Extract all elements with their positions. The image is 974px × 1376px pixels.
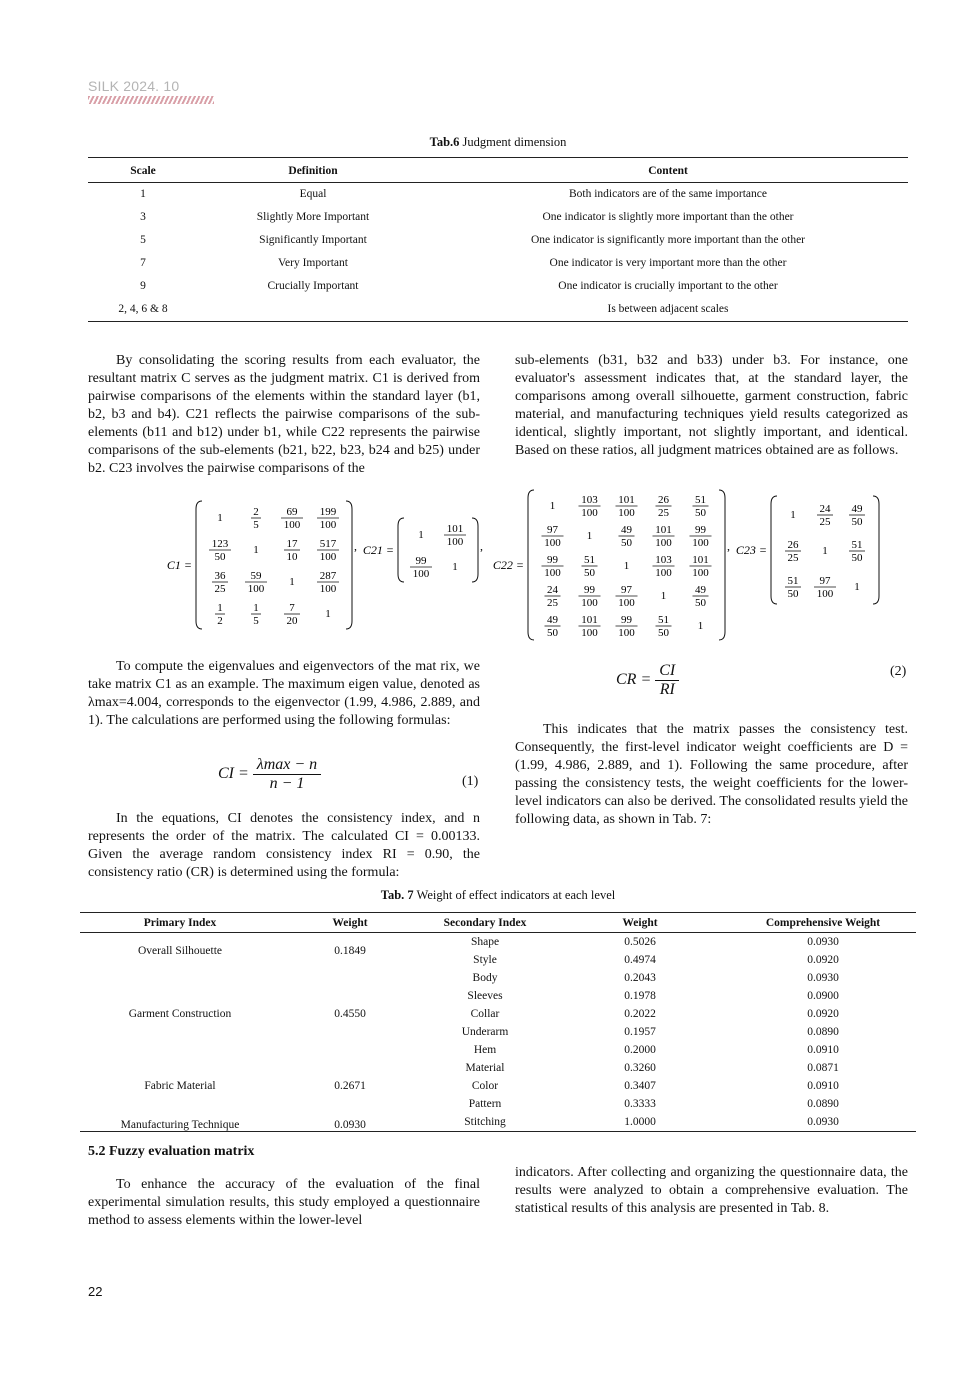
table-cell: 0.3407 [624, 1080, 656, 1092]
table-cell: 0.0920 [807, 1008, 839, 1020]
matrix-separator: , [727, 539, 730, 553]
table-cell: 9 [140, 280, 146, 292]
matrix-entry [658, 614, 670, 639]
paragraph-text: By consolidating the scoring results from each evaluator, the resultant matrix C serves as the judgment matrix. C1 is derived from pairwise comparisons of the elements within the standard layer (b1, b2, b3 and b4). C21 reflects the pairwise comparisons of the sub-elements (b11 and b12) under b1, while C22 represents the pairwise comparisons of the sub-elements (b21, b22, b23, b24 and b25) under b2. C23 involves the pairwise comparisons of the [88, 353, 480, 476]
matrix-entry [581, 494, 598, 519]
matrix-right-bracket [719, 490, 725, 640]
matrix-entry: 1 [418, 529, 424, 541]
formula-denominator: RI [659, 681, 675, 698]
table-row [80, 969, 916, 987]
table-cell: Material [465, 1062, 505, 1074]
table-cell: 1.0000 [550, 1113, 730, 1132]
matrix-numerator: 51 [658, 614, 669, 626]
matrix-right-bracket [346, 501, 352, 629]
paragraph-text: To enhance the accuracy of the evaluation of the final experimental simulation results, this study employed a questionnaire method to assess elements within the lower-level [88, 1177, 480, 1228]
table-cell: Underarm [461, 1026, 509, 1038]
matrix-separator: , [354, 539, 357, 553]
table-cell: 0.0930 [730, 1113, 916, 1132]
matrix-denominator: 100 [319, 583, 337, 595]
formula-numerator: λmax − n [253, 756, 321, 775]
matrix-numerator: 26 [787, 539, 799, 551]
table-cell: Stitching [420, 1113, 550, 1132]
table-row [88, 298, 908, 322]
matrix-entry [287, 602, 299, 627]
matrix-denominator: 25 [819, 516, 831, 528]
primary-weight-cell: 0.0930 [280, 1113, 420, 1132]
weight-table [80, 912, 916, 1132]
table-cell: 0.0910 [807, 1080, 839, 1092]
matrix-numerator: 49 [621, 524, 632, 536]
matrix-entry [253, 602, 259, 627]
matrix-numerator: 51 [851, 539, 863, 551]
matrix-entry: 1 [790, 509, 796, 521]
primary-index-cell: Garment Construction [128, 1008, 232, 1020]
matrix-entry [817, 575, 834, 600]
table-cell: 3 [140, 211, 146, 223]
matrix-numerator: 97 [547, 524, 558, 536]
judgment-matrices [88, 488, 908, 643]
matrix-numerator: 7 [289, 602, 295, 614]
paragraph-text: sub-elements (b31, b32 and b33) under b3. For instance, one evaluator's assessment indicates that, at the standard layer, the comparisons among overall silhouette, garment construction, fabric material, and manufacturing techniques yield results categorized as identical, slightly important, not slightly important, and identical. Based on these ratios, all judgment matrices obtained are as follows. [515, 353, 908, 458]
col-header: Definition [198, 158, 428, 183]
col-header: Scale [88, 158, 198, 183]
matrix-denominator: 100 [283, 519, 301, 531]
matrix-entry: 1 [452, 561, 458, 573]
table-cell: One indicator is crucially important to the other [558, 280, 778, 292]
ci-fraction [253, 756, 321, 793]
matrix-numerator: 99 [547, 554, 558, 566]
table-cell: 7 [140, 257, 146, 269]
matrix-numerator: 123 [211, 538, 229, 550]
primary-weight-cell: 0.1849 [334, 945, 366, 957]
matrix-numerator: 97 [819, 575, 831, 587]
matrix-denominator: 50 [547, 627, 558, 639]
matrix-entry [618, 494, 635, 519]
table-row [80, 1059, 916, 1077]
matrix-denominator: 100 [319, 519, 337, 531]
table-cell: 0.0910 [807, 1044, 839, 1056]
matrix-entry: 1 [854, 581, 860, 593]
matrix-entry [320, 570, 337, 595]
table-cell: Both indicators are of the same importance [569, 188, 767, 200]
table-cell: 0.3260 [624, 1062, 656, 1074]
cr-fraction [655, 662, 679, 699]
tab7-caption [80, 888, 916, 903]
paragraph-eigen [88, 658, 480, 730]
table-cell: 0.0930 [807, 972, 839, 984]
paragraph-intro-left [88, 352, 480, 478]
matrix-entry [581, 584, 598, 609]
col-header: Secondary Index [420, 913, 550, 933]
matrix-entry [212, 538, 229, 563]
journal-name: SILK 2024. 10 [88, 78, 180, 94]
table-cell: 0.0900 [807, 990, 839, 1002]
matrix-denominator: 100 [618, 597, 635, 609]
matrix-denominator: 5 [253, 615, 259, 627]
paragraph-text: In the equations, CI denotes the consistency index, and n represents the order of the matrix. The calculated CI = 0.00133. Given the average random consistency index RI = 0.90, the consistency ratio (CR) is determined using the formula: [88, 811, 480, 880]
matrix-entry [618, 614, 635, 639]
matrix-numerator: 49 [851, 503, 863, 515]
matrix-numerator: 103 [655, 554, 672, 566]
matrix-entry [621, 524, 633, 549]
table-cell: 0.4974 [624, 954, 656, 966]
formula-lhs: CR = [616, 671, 652, 689]
matrix-entry: 1 [253, 544, 259, 556]
matrix-denominator: 100 [618, 507, 635, 519]
matrix-entry [820, 503, 832, 528]
table-cell: Very Important [278, 257, 348, 269]
matrix-entry [413, 555, 430, 580]
matrix-denominator: 100 [581, 597, 598, 609]
paragraph-fuzzy-right [515, 1164, 908, 1218]
table-row [80, 933, 916, 952]
table-cell: 0.5026 [624, 936, 656, 948]
matrix-entry [852, 503, 864, 528]
matrix-left-bracket [771, 496, 777, 604]
matrix-entry [287, 538, 299, 563]
matrix-entry [788, 539, 800, 564]
matrix-entry [618, 584, 635, 609]
matrix-numerator: 101 [655, 524, 672, 536]
matrix-denominator: 50 [584, 567, 595, 579]
judgment-dimension-table [88, 157, 908, 322]
matrix-numerator: 69 [286, 506, 298, 518]
table-row [80, 1113, 916, 1132]
matrix-label: C22 = [492, 558, 524, 572]
matrix-numerator: 24 [819, 503, 831, 515]
matrix-entry [547, 584, 559, 609]
matrix-numerator: 99 [695, 524, 706, 536]
matrix-denominator: 100 [692, 537, 709, 549]
matrix-numerator: 1 [217, 602, 223, 614]
matrix-numerator: 99 [621, 614, 632, 626]
matrix-numerator: 51 [787, 575, 799, 587]
col-header: Weight [550, 913, 730, 933]
matrix-numerator: 101 [618, 494, 635, 506]
paragraph-intro-right [515, 352, 908, 460]
table-cell: 0.2000 [624, 1044, 656, 1056]
running-header [88, 78, 214, 104]
matrix-entry: 1 [549, 500, 556, 512]
matrix-numerator: 97 [621, 584, 632, 596]
matrix-denominator: 50 [851, 516, 863, 528]
matrix-denominator: 100 [581, 507, 598, 519]
paragraph-consistency [515, 721, 908, 829]
matrix-denominator: 100 [655, 537, 672, 549]
col-header: Content [428, 158, 908, 183]
matrix-entry [852, 539, 864, 564]
table-cell: 0.1957 [624, 1026, 656, 1038]
table-cell: 1 [140, 188, 146, 200]
table-row [88, 206, 908, 229]
matrix-entry: 1 [586, 530, 593, 542]
matrix-entry [584, 554, 596, 579]
matrix-denominator: 50 [621, 537, 632, 549]
table-row [88, 229, 908, 252]
table-cell [198, 298, 428, 322]
paragraph-text: indicators. After collecting and organizing the questionnaire data, the results were analyzed to obtain a comprehensive evaluation. The statistical results of this analysis are presented in Tab. 8. [515, 1165, 908, 1216]
table-cell: One indicator is slightly more important than the other [542, 211, 794, 223]
matrix-entry: 1 [623, 560, 630, 572]
matrix-denominator: 50 [787, 588, 799, 600]
matrix-entry [248, 570, 265, 595]
matrix-entry [581, 614, 598, 639]
table-cell: Color [471, 1080, 499, 1092]
matrix-denominator: 50 [851, 552, 863, 564]
matrix-separator: , [480, 539, 483, 553]
primary-weight-cell: 0.2671 [334, 1080, 366, 1092]
matrix-entry [692, 524, 709, 549]
table-cell: Slightly More Important [256, 211, 370, 223]
matrix-denominator: 100 [655, 567, 672, 579]
table-row [88, 252, 908, 275]
table-cell: 0.0890 [807, 1098, 839, 1110]
table-cell: 2, 4, 6 & 8 [88, 298, 198, 322]
matrix-denominator: 10 [286, 551, 298, 563]
primary-index-cell: Overall Silhouette [138, 945, 222, 957]
col-header: Comprehensive Weight [730, 913, 916, 933]
paragraph-text: This indicates that the matrix passes the consistency test. Consequently, the first-level indicator weight coefficients are D = (1.99, 4.986, 2.889, and 1). Following the same procedure, after passing the consistency tests, the weight coefficients for the lower-level indicators can also be derived. The consolidated results yield the following data, as shown in Tab. 7: [515, 722, 908, 827]
matrix-entry: 1 [217, 512, 223, 524]
equation-number-2: (2) [890, 664, 907, 679]
matrix-entry [320, 538, 337, 563]
matrix-numerator: 24 [547, 584, 558, 596]
table-cell: Sleeves [467, 990, 503, 1002]
matrix-denominator: 100 [446, 536, 464, 548]
equation-number-1: (1) [462, 774, 479, 789]
matrix-numerator: 59 [250, 570, 262, 582]
matrix-numerator: 2 [253, 506, 259, 518]
matrix-denominator: 100 [544, 567, 561, 579]
matrix-entry [447, 523, 464, 548]
matrix-denominator: 50 [695, 507, 706, 519]
matrix-left-bracket [196, 501, 202, 629]
matrix-left-bracket [398, 518, 404, 582]
tab6-caption [88, 135, 908, 150]
table-cell: Equal [299, 188, 327, 200]
matrix-entry [692, 554, 709, 579]
matrix-entry [320, 506, 337, 531]
matrix-numerator: 199 [319, 506, 337, 518]
matrix-entry [215, 570, 227, 595]
tab6-caption-text: Judgment dimension [459, 135, 567, 149]
matrix-denominator: 5 [253, 519, 259, 531]
matrix-entry [544, 554, 561, 579]
tab7-caption-label: Tab. 7 [380, 888, 414, 902]
table-row [88, 183, 908, 207]
matrix-numerator: 1 [253, 602, 259, 614]
matrix-entry [658, 494, 670, 519]
matrix-denominator: 25 [658, 507, 669, 519]
matrix-denominator: 25 [547, 597, 558, 609]
matrix-denominator: 100 [544, 537, 561, 549]
matrix-denominator: 100 [247, 583, 265, 595]
col-header: Weight [280, 913, 420, 933]
matrix-left-bracket [528, 490, 534, 640]
matrix-entry [284, 506, 301, 531]
formula-lhs: CI = [218, 765, 249, 783]
table-cell: Pattern [468, 1098, 502, 1110]
matrix-denominator: 50 [695, 597, 706, 609]
ci-formula [218, 756, 321, 793]
matrix-entry: 1 [822, 545, 828, 557]
matrix-numerator: 103 [581, 494, 598, 506]
table-cell: Is between adjacent scales [428, 298, 908, 322]
table-cell: One indicator is very important more than the other [549, 257, 787, 269]
matrix-label: C1 = [166, 558, 192, 572]
table-cell: 0.0920 [807, 954, 839, 966]
matrix-denominator: 2 [217, 615, 223, 627]
table-cell: 0.3333 [624, 1098, 656, 1110]
table-row [88, 275, 908, 298]
primary-index-cell: Manufacturing Technique [80, 1113, 280, 1132]
matrix-entry: 1 [697, 620, 704, 632]
matrix-denominator: 100 [618, 627, 635, 639]
matrix-entry [655, 524, 672, 549]
matrix-denominator: 100 [816, 588, 834, 600]
table-cell: 0.1978 [624, 990, 656, 1002]
table-cell: Crucially Important [267, 280, 359, 292]
table-cell: Collar [470, 1008, 500, 1020]
matrix-entry [788, 575, 800, 600]
table-cell: Hem [473, 1044, 497, 1056]
matrix-denominator: 20 [286, 615, 298, 627]
matrix-right-bracket [873, 496, 879, 604]
matrix-entry [655, 554, 672, 579]
paragraph-ci [88, 810, 480, 882]
matrix-numerator: 287 [319, 570, 337, 582]
matrix-denominator: 100 [319, 551, 337, 563]
matrix-denominator: 50 [658, 627, 669, 639]
matrix-entry: 1 [325, 608, 331, 620]
page-number: 22 [88, 1284, 103, 1299]
table-cell: One indicator is significantly more important than the other [530, 234, 805, 246]
primary-index-cell: Fabric Material [144, 1080, 216, 1092]
matrix-label: C21 = [362, 543, 394, 557]
table-cell: 0.0871 [807, 1062, 839, 1074]
matrix-numerator: 49 [547, 614, 558, 626]
table-cell: 5 [140, 234, 146, 246]
tab7-caption-text: Weight of effect indicators at each level [413, 888, 616, 902]
table-cell: 0.0890 [807, 1026, 839, 1038]
cr-formula [616, 662, 679, 699]
paragraph-text: To compute the eigenvalues and eigenvectors of the mat rix, we take matrix C1 as an example. The maximum eigen value, denoted as λmax=4.004, corresponds to the eigenvector (1.99, 4.986, 2.889, and 1). The calculations are performed using the following formulas: [88, 659, 480, 728]
matrix-entry: 1 [289, 576, 295, 588]
paragraph-fuzzy-left [88, 1176, 480, 1230]
matrix-numerator: 36 [214, 570, 226, 582]
matrix-numerator: 99 [584, 584, 595, 596]
matrix-numerator: 101 [692, 554, 709, 566]
table-cell: Significantly Important [259, 234, 367, 246]
matrix-denominator: 25 [214, 583, 226, 595]
matrix-numerator: 51 [584, 554, 595, 566]
formula-numerator: CI [655, 662, 679, 681]
formula-denominator: n − 1 [269, 775, 305, 792]
header-stripe [88, 96, 214, 104]
table-cell: Shape [470, 936, 500, 948]
tab6-caption-label: Tab.6 [429, 135, 460, 149]
table-cell: 0.2043 [624, 972, 656, 984]
table-cell: 0.2022 [624, 1008, 656, 1020]
matrix-numerator: 17 [286, 538, 298, 550]
matrix-numerator: 517 [319, 538, 337, 550]
matrix-denominator: 50 [214, 551, 226, 563]
matrix-numerator: 49 [695, 584, 706, 596]
matrix-entry: 1 [660, 590, 667, 602]
matrix-entry [544, 524, 561, 549]
matrix-denominator: 100 [692, 567, 709, 579]
col-header: Primary Index [80, 913, 280, 933]
table-cell: 0.0930 [807, 936, 839, 948]
matrix-numerator: 99 [415, 555, 427, 567]
primary-weight-cell: 0.4550 [334, 1008, 366, 1020]
table-cell: Body [472, 972, 498, 984]
matrix-entry [547, 614, 559, 639]
matrix-denominator: 100 [581, 627, 598, 639]
matrix-numerator: 101 [581, 614, 598, 626]
matrix-entry [253, 506, 259, 531]
table-cell: Style [473, 954, 497, 966]
matrix-denominator: 100 [412, 568, 430, 580]
matrix-numerator: 101 [446, 523, 464, 535]
matrix-denominator: 25 [787, 552, 799, 564]
matrix-entry [695, 494, 707, 519]
matrix-label: C23 = [735, 543, 767, 557]
section-heading: 5.2 Fuzzy evaluation matrix [88, 1144, 255, 1159]
matrix-entry [695, 584, 707, 609]
matrix-numerator: 26 [658, 494, 669, 506]
matrix-numerator: 51 [695, 494, 706, 506]
matrix-entry [217, 602, 223, 627]
matrix-right-bracket [472, 518, 478, 582]
